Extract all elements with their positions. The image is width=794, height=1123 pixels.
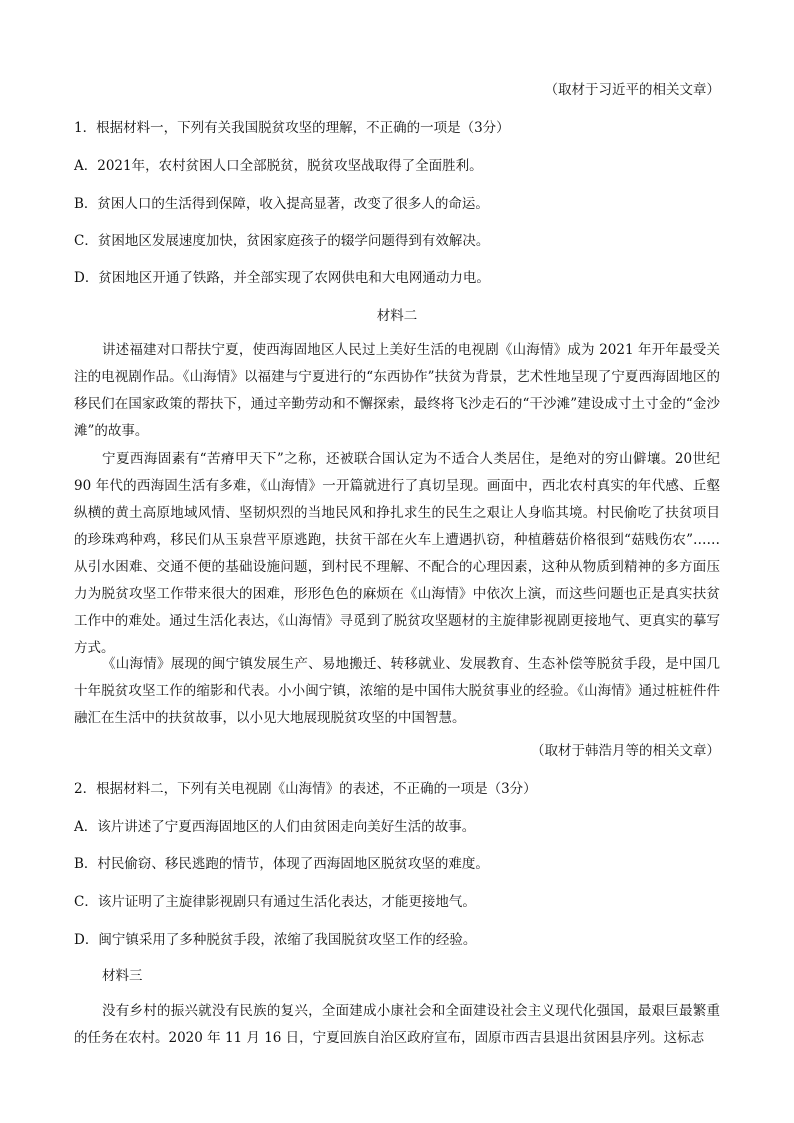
- material-2-paragraph-2: 宁夏西海固素有“苦瘠甲天下”之称，还被联合国认定为不适合人类居住，是绝对的穷山僻壤。20世纪 90 年代的西海固生活有多难，《山海情》一开篇就进行了真切呈现。画面中，西北农村真实的年代感、丘壑纵横的黄土高原地域风情、坚韧炽烈的当地民风和挣扎求生的民生之艰让人身临其境。村民偷吃了扶贫项目的珍珠鸡种鸡，移民们从玉泉营平原逃跑，扶贫干部在火车上遭遇扒窃，种植蘑菇价格很到“菇贱伤农”……从引水困难、交通不便的基础设施问题，到村民不理解、不配合的心理因素，这种从物质到精神的多方面压力为脱贫攻坚工作带来很大的困难，形形色色的麻烦在《山海情》中依次上演，而这些问题也正是真实扶贫工作中的难处。通过生活化表达，《山海情》寻觅到了脱贫攻坚题材的主旋律影视剧更接地气、更真实的摹写方式。: [74, 451, 720, 656]
- question-2-option-c: C．该片证明了主旋律影视剧只有通过生活化表达，才能更接地气。: [74, 894, 476, 910]
- material-2-paragraph-3: 《山海情》展现的闽宁镇发展生产、易地搬迁、转移就业、发展教育、生态补偿等脱贫手段，是中国几十年脱贫攻坚工作的缩影和代表。小小闽宁镇，浓缩的是中国伟大脱贫事业的经验。《山海情》通过桩桩件件融汇在生活中的扶贫故事，以小见大地展现脱贫攻坚的中国智慧。: [74, 656, 720, 726]
- material-2-heading: 材料二: [376, 308, 418, 324]
- question-1-stem: 1．根据材料一，下列有关我国脱贫攻坚的理解，不正确的一项是（3分）: [74, 120, 510, 136]
- source-citation-1: （取材于习近平的相关文章）: [544, 82, 720, 98]
- question-1-option-b: B．贫困人口的生活得到保障，收入提高显著，改变了很多人的命运。: [74, 196, 489, 212]
- question-2-option-a: A．该片讲述了宁夏西海固地区的人们由贫困走向美好生活的故事。: [74, 819, 476, 835]
- question-1-option-c: C．贫困地区发展速度加快，贫困家庭孩子的辍学问题得到有效解决。: [74, 233, 490, 249]
- question-1-option-d: D．贫困地区开通了铁路，并全部实现了农网供电和大电网通动力电。: [74, 270, 490, 286]
- question-1-option-a: A．2021年，农村贫困人口全部脱贫，脱贫攻坚战取得了全面胜利。: [74, 158, 483, 174]
- source-citation-2: （取材于韩浩月等的相关文章）: [531, 743, 720, 759]
- material-2-paragraph-1: 讲述福建对口帮扶宁夏，使西海固地区人民过上美好生活的电视剧《山海情》成为 2021 年开年最受关注的电视剧作品。《山海情》以福建与宁夏进行的“东西协作”扶贫为背景，艺术性地呈现了宁夏西海固地区的移民们在国家政策的帮扶下，通过辛勤劳动和不懈探索，最终将飞沙走石的“干沙滩”建设成寸土寸金的“金沙滩”的故事。: [74, 342, 720, 439]
- question-2-option-d: D．闽宁镇采用了多种脱贫手段，浓缩了我国脱贫攻坚工作的经验。: [74, 932, 477, 948]
- material-3-paragraph: 没有乡村的振兴就没有民族的复兴，全面建成小康社会和全面建设社会主义现代化强国，最艰巨最繁重的任务在农村。2020 年 11 月 16 日，宁夏回族自治区政府宣布，固原市西吉县退出贫困县序列。这标志: [74, 1003, 720, 1046]
- material-3-heading: 材料三: [102, 968, 143, 984]
- question-2-option-b: B．村民偷窃、移民逃跑的情节，体现了西海固地区脱贫攻坚的难度。: [74, 856, 489, 872]
- question-2-stem: 2．根据材料二，下列有关电视剧《山海情》的表述，不正确的一项是（3分）: [74, 781, 537, 797]
